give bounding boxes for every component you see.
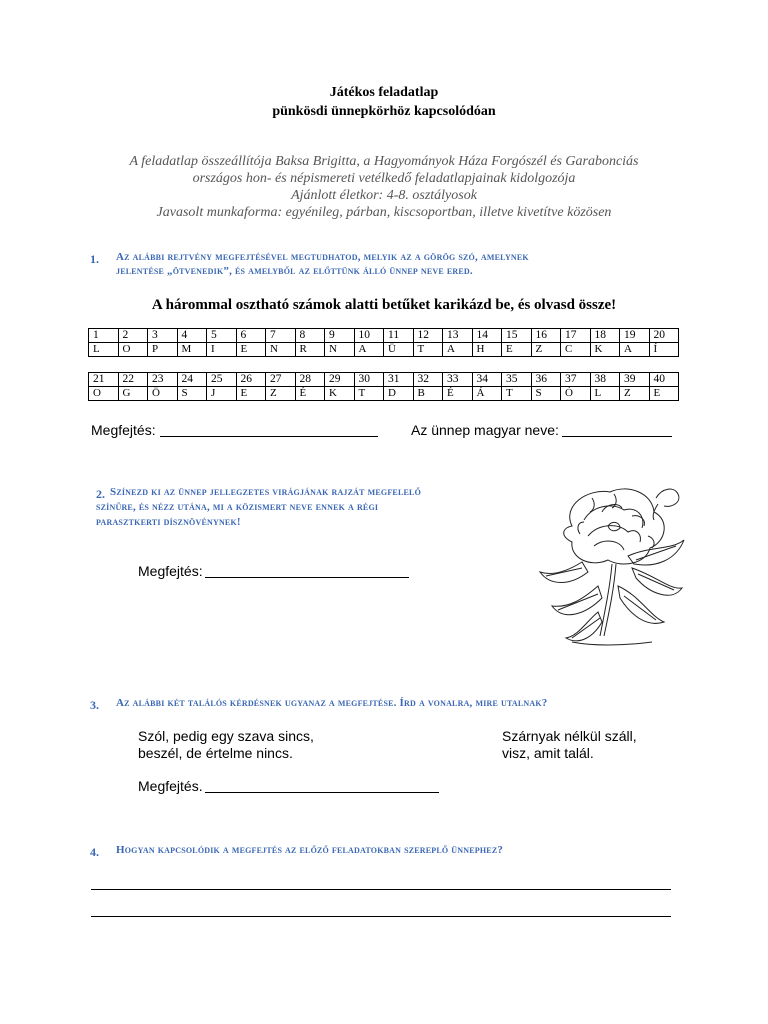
task1-answer-label: Megfejtés: — [91, 422, 156, 438]
grid-letter-cell: N — [325, 343, 355, 357]
grid-letter-cell: T — [354, 387, 384, 401]
peony-flower-drawing — [532, 476, 692, 648]
grid-letter-cell: É — [443, 387, 473, 401]
task3-question: Az alábbi két találós kérdésnek ugyanaz a megfejtése. Írd a vonalra, mire utalnak? — [116, 697, 548, 709]
task2-answer-label: Megfejtés: — [138, 563, 203, 579]
grid-letter-cell: M — [177, 343, 207, 357]
grid-number-cell: 31 — [384, 373, 414, 387]
grid-letter-cell: A — [354, 343, 384, 357]
grid-letter-cell: D — [384, 387, 414, 401]
task2-number: 2. — [96, 487, 105, 501]
intro-workform: Javasolt munkaforma: egyénileg, párban, kiscsoportban, illetve kivetítve közösen — [156, 205, 612, 220]
task1-answer-line[interactable] — [160, 436, 378, 437]
grid-letter-cell: O — [89, 387, 119, 401]
grid-letters-row — [89, 387, 679, 401]
grid-letter-cell: R — [295, 343, 325, 357]
task1-instruction: A hárommal osztható számok alatti betűket karikázd be, és olvasd össze! — [151, 297, 617, 313]
task1-question-line1: Az alábbi rejtvény megfejtésével megtudhatod, melyik az a görög szó, amelynek — [116, 251, 529, 263]
grid-number-cell: 33 — [443, 373, 473, 387]
grid-number-cell: 2 — [118, 329, 148, 343]
grid-number-cell: 40 — [649, 373, 679, 387]
task4-number: 4. — [90, 845, 99, 859]
grid-number-cell: 24 — [177, 373, 207, 387]
grid-letter-cell: O — [118, 343, 148, 357]
grid-number-cell: 29 — [325, 373, 355, 387]
riddle2-line2: visz, amit talál. — [502, 745, 594, 761]
grid-letter-cell: N — [266, 343, 296, 357]
grid-letter-cell: K — [325, 387, 355, 401]
grid-letter-cell: Z — [266, 387, 296, 401]
puzzle-grid-2 — [88, 372, 679, 401]
grid-letter-cell: E — [502, 343, 532, 357]
grid-letter-cell: I — [207, 343, 237, 357]
grid-number-cell: 26 — [236, 373, 266, 387]
grid-letter-cell: B — [413, 387, 443, 401]
grid-letter-cell: L — [590, 387, 620, 401]
task1-holiday-line[interactable] — [562, 436, 672, 437]
grid-letter-cell: É — [295, 387, 325, 401]
grid-number-cell: 9 — [325, 329, 355, 343]
grid-number-cell: 19 — [620, 329, 650, 343]
grid-number-cell: 14 — [472, 329, 502, 343]
riddle2-line1: Szárnyak nélkül száll, — [502, 728, 637, 744]
grid-number-cell: 27 — [266, 373, 296, 387]
grid-letter-cell: S — [531, 387, 561, 401]
grid-number-cell: 13 — [443, 329, 473, 343]
grid-letter-cell: J — [207, 387, 237, 401]
task2-question-line2: színűre, és nézz utána, mi a közismert neve ennek a régi — [96, 501, 379, 513]
grid-number-cell: 34 — [472, 373, 502, 387]
grid-number-cell: 11 — [384, 329, 414, 343]
task1-number: 1. — [90, 252, 99, 266]
grid-number-cell: 23 — [148, 373, 178, 387]
grid-letter-cell: Í — [649, 343, 679, 357]
grid-number-cell: 10 — [354, 329, 384, 343]
grid-number-cell: 16 — [531, 329, 561, 343]
grid-number-cell: 15 — [502, 329, 532, 343]
title-line-2: pünkösdi ünnepkörhöz kapcsolódóan — [272, 104, 496, 119]
task2-question-line1: Színezd ki az ünnep jellegzetes virágjának rajzát megfelelő — [110, 486, 421, 498]
grid-number-cell: 28 — [295, 373, 325, 387]
puzzle-grid-1 — [88, 328, 679, 357]
grid-letter-cell: T — [413, 343, 443, 357]
grid-number-cell: 6 — [236, 329, 266, 343]
grid-number-cell: 5 — [207, 329, 237, 343]
grid-number-cell: 20 — [649, 329, 679, 343]
grid-letter-cell: A — [443, 343, 473, 357]
grid-letter-cell: A — [620, 343, 650, 357]
riddle1-line1: Szól, pedig egy szava sincs, — [138, 728, 314, 744]
grid-number-cell: 32 — [413, 373, 443, 387]
task1-holiday-label: Az ünnep magyar neve: — [411, 422, 559, 438]
grid-letter-cell: S — [177, 387, 207, 401]
task3-answer-label: Megfejtés. — [138, 778, 203, 794]
intro-author: A feladatlap összeállítója Baksa Brigitta, a Hagyományok Háza Forgószél és Garabonciás — [129, 154, 639, 169]
grid-numbers-row — [89, 329, 679, 343]
grid-letter-cell: Z — [531, 343, 561, 357]
grid-number-cell: 18 — [590, 329, 620, 343]
grid-letter-cell: Ü — [384, 343, 414, 357]
grid-number-cell: 1 — [89, 329, 119, 343]
grid-letter-cell: Z — [620, 387, 650, 401]
grid-number-cell: 8 — [295, 329, 325, 343]
grid-number-cell: 37 — [561, 373, 591, 387]
riddle1-line2: beszél, de értelme nincs. — [138, 745, 293, 761]
grid-number-cell: 4 — [177, 329, 207, 343]
grid-number-cell: 39 — [620, 373, 650, 387]
grid-letter-cell: E — [236, 387, 266, 401]
grid-letter-cell: Á — [472, 387, 502, 401]
intro-role: országos hon- és népismereti vetélkedő feladatlapjainak kidolgozója — [192, 171, 576, 186]
grid-number-cell: 21 — [89, 373, 119, 387]
task4-answer-line-1[interactable] — [91, 889, 671, 890]
task3-answer-line[interactable] — [205, 792, 439, 793]
grid-number-cell: 17 — [561, 329, 591, 343]
title-line-1: Játékos feladatlap — [329, 85, 439, 100]
grid-letter-cell: H — [472, 343, 502, 357]
task2-question-line3: parasztkerti dísznövénynek! — [96, 516, 241, 528]
grid-letters-row — [89, 343, 679, 357]
intro-age: Ajánlott életkor: 4-8. osztályosok — [291, 188, 477, 203]
grid-number-cell: 36 — [531, 373, 561, 387]
grid-number-cell: 38 — [590, 373, 620, 387]
grid-number-cell: 12 — [413, 329, 443, 343]
grid-number-cell: 25 — [207, 373, 237, 387]
grid-number-cell: 22 — [118, 373, 148, 387]
grid-number-cell: 35 — [502, 373, 532, 387]
task1-question-line2: jelentése „ötvenedik”, és amelyből az előttünk álló ünnep neve ered. — [116, 265, 473, 277]
task2-answer-line[interactable] — [205, 577, 409, 578]
grid-letter-cell: E — [236, 343, 266, 357]
grid-letter-cell: L — [89, 343, 119, 357]
grid-letter-cell: Ó — [561, 387, 591, 401]
task4-answer-line-2[interactable] — [91, 916, 671, 917]
grid-letter-cell: E — [649, 387, 679, 401]
grid-letter-cell: G — [118, 387, 148, 401]
grid-letter-cell: C — [561, 343, 591, 357]
grid-letter-cell: Ö — [148, 387, 178, 401]
task3-number: 3. — [90, 698, 99, 712]
grid-number-cell: 3 — [148, 329, 178, 343]
grid-number-cell: 7 — [266, 329, 296, 343]
task4-question: Hogyan kapcsolódik a megfejtés az előző feladatokban szereplő ünnephez? — [116, 844, 504, 856]
grid-numbers-row — [89, 373, 679, 387]
grid-letter-cell: P — [148, 343, 178, 357]
grid-letter-cell: T — [502, 387, 532, 401]
grid-number-cell: 30 — [354, 373, 384, 387]
grid-letter-cell: K — [590, 343, 620, 357]
